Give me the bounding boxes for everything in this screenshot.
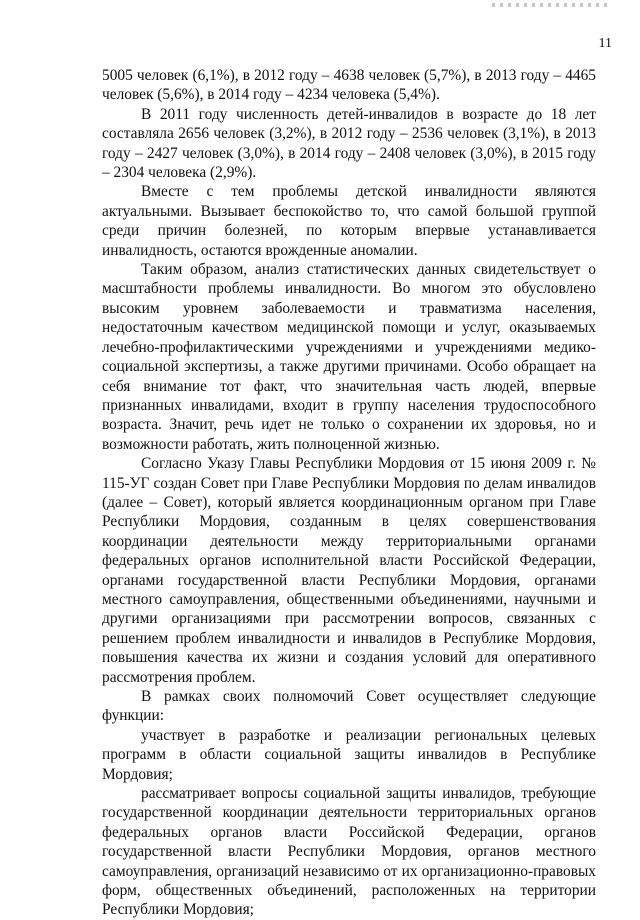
paragraph-function-programs: участвует в разработке и реализации региональных целевых программ в области социальной защиты инвалидов в Республике Мордовия; bbox=[102, 726, 596, 783]
scan-artifact bbox=[492, 3, 612, 7]
page-number: 11 bbox=[598, 36, 612, 51]
paragraph-council-functions: В рамках своих полномочий Совет осуществляет следующие функции: bbox=[102, 688, 596, 725]
paragraph-statistics-continued: 5005 человек (6,1%), в 2012 году – 4638 человек (5,7%), в 2013 году – 4465 человек (5,6%), в 2014 году – 4234 человека (5,4%). bbox=[102, 67, 596, 104]
paragraph-statistics-summary: Таким образом, анализ статистических данных свидетельствует о масштабности проблемы инвалидности. Во многом это обусловлено высоким уровнем заболеваемости и травматизма населения, недостаточным качеством медицинской помощи и услуг, оказываемых лечебно-профилактическими учреждениями и учреждениями медико-социальной экспертизы, а также другими причинами. Особо обращает на себя внимание тот факт, что значительная часть людей, впервые признанных инвалидами, входит в группу населения трудоспособного возраста. Значит, речь идет не только о сохранении их здоровья, но и возможности работать, жить полноценной жизнью. bbox=[102, 261, 596, 453]
paragraph-council-decree: Согласно Указу Главы Республики Мордовия от 15 июня 2009 г. № 115-УГ создан Совет при Главе Республики Мордовия по делам инвалидов (далее – Совет), который является координационным органом при Главе Республики Мордовия, созданным в целях совершенствования координации деятельности между территориальными органами федеральных органов исполнительной власти Российской Федерации, органами государственной власти Республики Мордовия, органами местного самоуправления, общественными объединениями, научными и другими организациями при рассмотрении вопросов, связанных с решением проблем инвалидности и инвалидов в Республике Мордовия, повышения качества их жизни и создания условий для оперативного рассмотрения проблем. bbox=[102, 455, 596, 686]
body-text bbox=[102, 66, 596, 920]
paragraph-childhood-disability: Вместе с тем проблемы детской инвалидности являются актуальными. Вызывает беспокойство то, что самой большой группой среди причин болезней, по которым впервые устанавливается инвалидность, остаются врожденные аномалии. bbox=[102, 183, 596, 259]
paragraph-children-disabled: В 2011 году численность детей-инвалидов в возрасте до 18 лет составляла 2656 человек (3,2%), в 2012 году – 2536 человек (3,1%), в 2013 году – 2427 человек (3,0%), в 2014 году – 2408 человек (3,0%), в 2015 году – 2304 человека (2,9%). bbox=[102, 105, 596, 182]
paragraph-function-coordination: рассматривает вопросы социальной защиты инвалидов, требующие государственной координации деятельности территориальных органов федеральных органов власти Российской Федерации, органов государственной власти Республики Мордовия, органов местного самоуправления, организаций независимо от их организационно-правовых форм, общественных объединений, расположенных на территории Республики Мордовия; bbox=[102, 785, 596, 919]
